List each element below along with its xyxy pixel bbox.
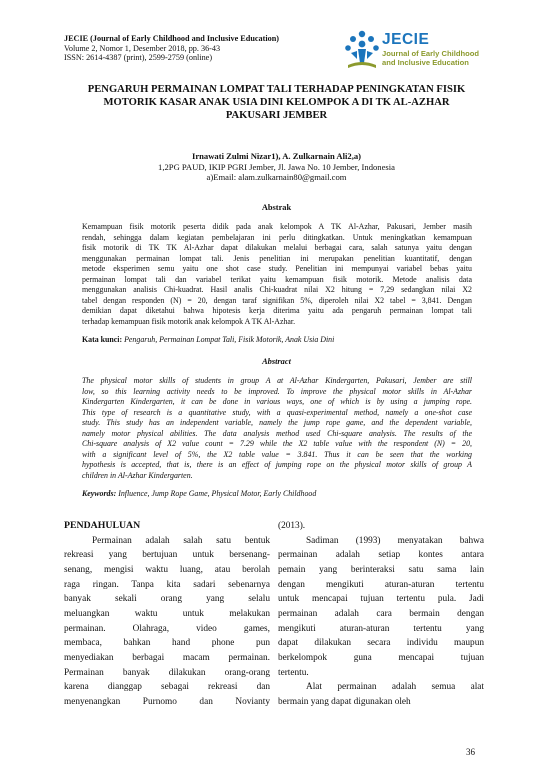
page-number: 36 xyxy=(466,747,475,757)
abstract-keywords xyxy=(82,489,472,498)
section-heading: PENDAHULUAN xyxy=(64,520,141,531)
author-names: Irnawati Zulmi Nizar1), A. Zulkarnain Ali2,a) xyxy=(191,151,362,161)
title-line: PAKUSARI JEMBER xyxy=(225,110,328,121)
logo-subtitle-1: Journal of Early Childhood xyxy=(382,49,480,58)
body-line: menyenangkan Purnomo dan Novianty xyxy=(64,696,270,707)
abstrak-line: rendah, sehingga dalam kegiatan pembelajaran ini perlu ditingkatkan. Untuk meningkatkan kemampuan xyxy=(82,232,472,242)
abstract-line: hypothesis is accepted, that is, there is an effect of jumping rope on the physical motor skills of group A xyxy=(82,460,472,470)
body-line: meluangkan waktu untuk melakukan xyxy=(64,608,270,619)
body-line: pemain yang berinteraksi satu sama lain xyxy=(278,564,484,575)
body-line: menyediakan berbagai macam permainan. xyxy=(64,652,270,663)
abstract-line: Kindergarten Kindergarten, it can be done in various ways, one of which is by using a jumping rope. xyxy=(82,397,472,407)
body-line: Permainan banyak dilakukan orang-orang xyxy=(64,667,270,678)
keywords-value: Influence, Jump Rope Game, Physical Motor, Early Childhood xyxy=(118,489,317,498)
body-line: banyak sekali orang yang selalu xyxy=(64,594,270,605)
abstract-line: with a significant level of 5%, the X2 table value = 3.841. Thus it can be seen that the working xyxy=(82,449,472,459)
logo-subtitle-2: and Inclusive Education xyxy=(382,58,469,67)
body-line: membaca, bahkan hand phone pun xyxy=(64,638,270,649)
journal-header xyxy=(64,34,279,63)
keywords-label: Kata kunci: xyxy=(82,335,123,344)
abstrak-line: demikian dapat diketahui bahwa hipotesis kerja diterima yaitu ada pengaruh permainan lompat tali xyxy=(82,306,472,316)
body-line: tertentu. xyxy=(278,667,309,678)
body-line: bermain yang dapat digunakan oleh xyxy=(278,696,411,707)
left-column xyxy=(64,519,270,710)
body-line: Permainan adalah salah satu bentuk xyxy=(92,535,270,546)
abstract-line: low, so this learning activity needs to be improved. To improve the physical motor skills in Al-Azhar xyxy=(82,386,472,396)
body-line: Alat permainan adalah semua alat xyxy=(306,682,484,693)
body-line: dengan mengikuti aturan-aturan tertentu xyxy=(278,579,484,590)
journal-name: JECIE (Journal of Early Childhood and Inclusive Education) xyxy=(64,34,279,43)
title-line: PENGARUH PERMAINAN LOMPAT TALI TERHADAP PENINGKATAN FISIK xyxy=(87,84,466,95)
body-line: mengikuti aturan-aturan tertentu yang xyxy=(278,623,484,634)
body-line: berkelompok guna mencapai tujuan xyxy=(278,652,484,663)
author-block xyxy=(64,151,489,183)
journal-volume: Volume 2, Nomor 1, Desember 2018, pp. 36-43 xyxy=(64,43,221,53)
abstrak-keywords xyxy=(82,335,472,344)
body-line: untuk mencapai tujuan tertentu pula. Jadi xyxy=(278,594,484,605)
abstract-line: This type of research is a quantitative study, with a quasi-experimental method, namely a one-shot case xyxy=(82,407,472,417)
abstrak-line: Kemampuan fisik motorik peserta didik pada anak kelompok A TK Al-Azhar, Pakusari, Jember masih xyxy=(82,222,472,231)
abstrak-heading: Abstrak xyxy=(261,203,292,212)
abstrak-line: menggunakan permainan lompat tali. Jenis penelitian ini merupakan penelitian kuantitatif, dengan xyxy=(82,253,472,263)
body-line: permainan adalah cara bermain dengan xyxy=(278,608,484,619)
abstract-line: Chi-square analysis of X2 value count = 7.29 while the X2 table value with the respondent (N) = 20, xyxy=(82,439,472,449)
paper-title xyxy=(64,83,489,122)
abstract-line: namely motor physical abilities. The data analysis method used Chi-square analysis. The results of the xyxy=(82,428,472,438)
abstrak-line: fisik motorik di TK TK Al-Azhar dapat dilakukan melalui berbagai cara, salah satunya yaitu dengan xyxy=(82,243,472,253)
abstrak-line: metode eksperimen semu yaitu one shot case study. Penelitian ini mempunyai variabel bebas yaitu xyxy=(82,264,472,274)
keywords-value: Pengaruh, Permainan Lompat Tali, Fisik Motorik, Anak Usia Dini xyxy=(124,335,335,344)
body-line: rekreasi yang bertujuan untuk bersenang- xyxy=(64,550,270,561)
body-line: karena dianggap sebagai rekreasi dan xyxy=(64,682,270,693)
abstrak-line: terhadap kemampuan fisik motorik anak kelompok A TK Al-Azhar. xyxy=(82,316,296,326)
right-column xyxy=(278,519,484,710)
body-line: senang, mengisi waktu luang, atau berolah xyxy=(64,564,270,575)
author-affiliation: 1,2PG PAUD, IKIP PGRI Jember, Jl. Jawa No. 10 Jember, Indonesia xyxy=(158,161,395,172)
abstrak-line: tabel dengan responden (N) = 20, dengan taraf signifikan 5%, diperoleh nilai X2 tabel = 3,841. Dengan xyxy=(82,295,472,305)
abstract-body xyxy=(82,376,472,481)
abstrak-line: menggunakan analisis Chi-kuadrat. Hasil analis Chi-kuadrat nilai X2 hitung = 7,29 sedangkan nilai X2 xyxy=(82,285,472,295)
jecie-logo xyxy=(344,29,504,75)
body-line: dapat dilakukan secara individu maupun xyxy=(278,638,484,649)
jecie-logo-icon xyxy=(344,29,380,71)
body-line: (2013). xyxy=(278,521,306,531)
body-line: permainan adalah setiap kontes antara xyxy=(278,550,484,561)
abstrak-line: permainan lompat tali dan variabel terikat yaitu kemampuan fisik motorik. Metode analisis data xyxy=(82,274,472,284)
abstract-line: The physical motor skills of students in group A at Al-Azhar Kindergarten, Pakusari, Jember are still xyxy=(82,376,472,385)
body-line: permainan. Olahraga, video games, xyxy=(64,623,270,634)
keywords-label: Keywords: xyxy=(82,489,117,498)
body-line: raga ringan. Tanpa kita sadari sebenarnya xyxy=(64,579,270,590)
title-line: MOTORIK KASAR ANAK USIA DINI KELOMPOK A DI TK AL-AZHAR xyxy=(103,97,450,108)
journal-issn: ISSN: 2614-4387 (print), 2599-2759 (online) xyxy=(64,53,213,63)
author-email: a)Email: alam.zulkarnain80@gmail.com xyxy=(206,172,347,182)
abstrak-body xyxy=(82,222,472,327)
abstract-line: children in Al-Azhar Kindergarten. xyxy=(82,470,193,480)
abstract-heading: Abstract xyxy=(262,357,291,366)
abstract-line: study. This study has an independent variable, namely the jump rope game, and the dependent variable, xyxy=(82,418,472,428)
logo-name: JECIE xyxy=(382,31,430,48)
body-line: Sadiman (1993) menyatakan bahwa xyxy=(306,535,484,546)
